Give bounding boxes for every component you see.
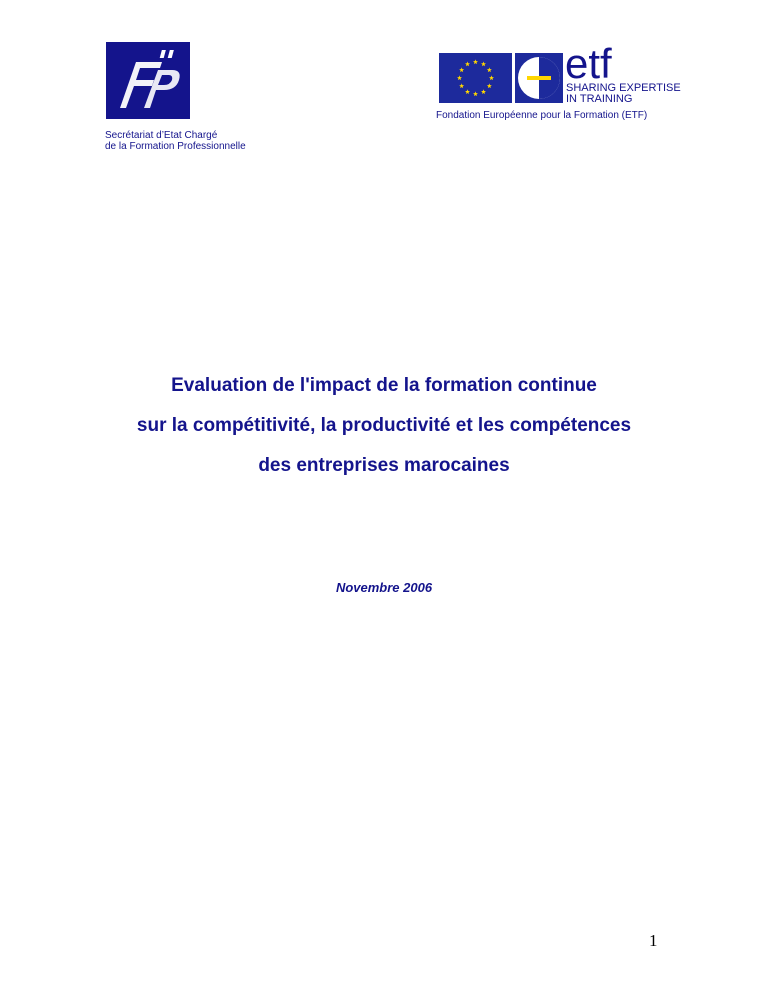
document-title — [0, 366, 768, 486]
fp-caption — [105, 130, 246, 152]
fp-caption-line1: Secrétariat d’Etat Chargé — [105, 130, 218, 141]
etf-wordmark: etf — [565, 40, 612, 87]
document-date: Novembre 2006 — [335, 580, 433, 595]
fp-logo-mark — [106, 42, 190, 119]
title-line2: sur la compétitivité, la productivité et les compétences — [136, 415, 632, 436]
etf-logo — [515, 40, 695, 106]
fp-caption-line2: de la Formation Professionnelle — [105, 141, 246, 152]
page-number: 1 — [649, 931, 658, 950]
title-line1: Evaluation de l'impact de la formation continue — [171, 375, 597, 396]
etf-tagline-line1: SHARING EXPERTISE — [566, 82, 681, 94]
eu-stars-icon — [439, 53, 512, 103]
etf-tagline-line2: IN TRAINING — [566, 93, 633, 105]
etf-caption: Fondation Européenne pour la Formation (ETF) — [436, 110, 648, 121]
eu-flag — [439, 53, 512, 103]
etf-logo-mark — [515, 40, 695, 106]
fp-logo — [106, 42, 190, 119]
title-line3: des entreprises marocaines — [258, 455, 510, 476]
